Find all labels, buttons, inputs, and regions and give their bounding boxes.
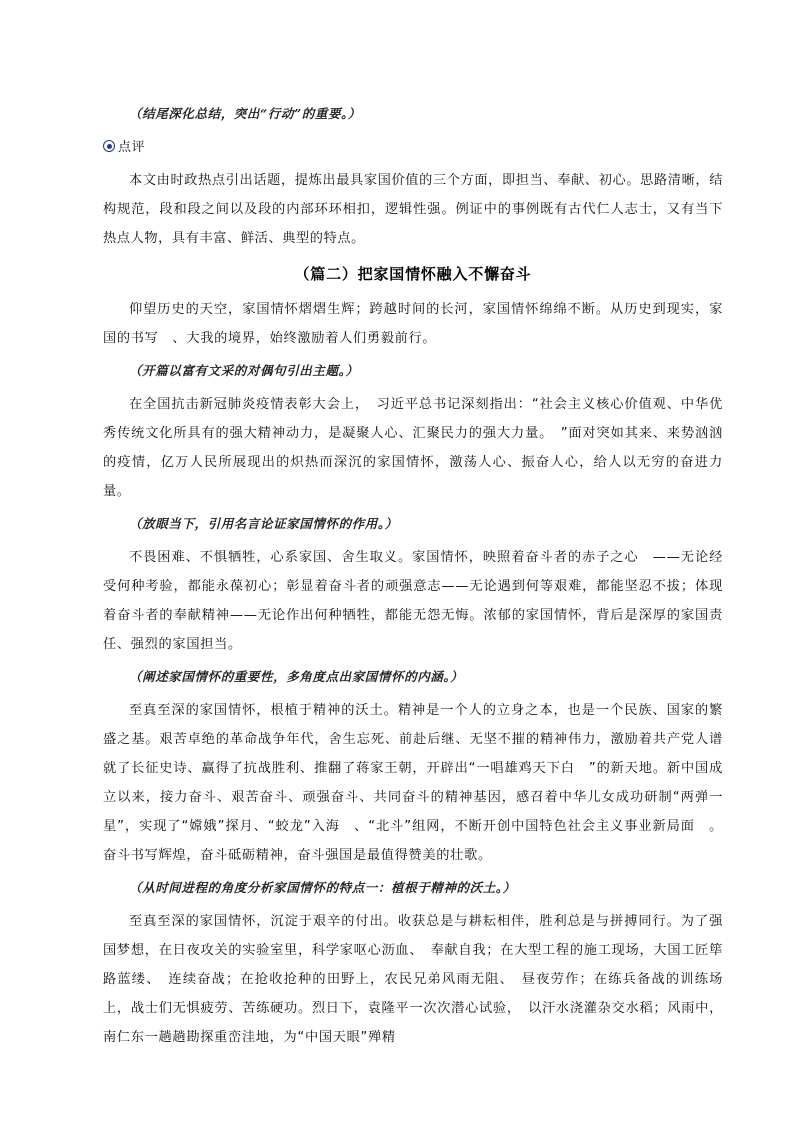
comment-label-text: 点评 (118, 140, 146, 155)
body-paragraph: 至真至深的家国情怀，沉淀于艰辛的付出。收获总是与耕耘相伴，胜利总是与拼搏同行。为了强国梦想，在日夜攻关的实验室里，科学家呕心沥血、 奉献自我；在大型工程的施工现场，大国工匠筚路蓝缕、 连续奋战；在抢收抢种的田野上，农民兄弟风雨无阻、 昼夜劳作；在练兵备战的训练场上，战士们无惧疲劳、苦练硬功。烈日下，袁隆平一次次潜心试验， 以汗水浇灌杂交水稻；风雨中，南仁东一趟趟勘探重峦洼地，为“中国天眼”殚精 (103, 914, 723, 1045)
body-paragraph: 在全国抗击新冠肺炎疫情表彰大会上， 习近平总书记深刻指出：“社会主义核心价值观、中华优秀传统文化所具有的强大精神动力，是凝聚人心、汇聚民力的强大力量。 ”面对突如其来、来势汹汹的疫情，亿万人民所展现出的炽热而深沉的家国情怀，激荡人心、振奋人心，给人以无穷的奋进力量。 (103, 397, 723, 499)
document-content (103, 96, 723, 1052)
annotation-note: （阐述家国情怀的重要性，多角度点出家国情怀的内涵。） (129, 669, 464, 684)
annotation-note: （结尾深化总结，突出“行动”的重要。） (129, 106, 362, 121)
annotation-note: （放眼当下，引用名言论证家国情怀的作用。） (129, 516, 398, 531)
body-paragraph: 至真至深的家国情怀，根植于精神的沃土。精神是一个人的立身之本，也是一个民族、国家的繁盛之基。艰苦卓绝的革命战争年代，舍生忘死、前赴后继、无坚不摧的精神伟力，激励着共产党人谱就了长征史诗、赢得了抗战胜利、推翻了蒋家王朝，开辟出“一唱雄鸡天下白 ”的新天地。新中国成立以来，接力奋斗、艰苦奋斗、顽强奋斗、共同奋斗的精神基因，感召着中华儿女成功研制“两弹一星”，实现了“嫦娥”探月、“蛟龙”入海 、“北斗”组网，不断开创中国特色社会主义事业新局面 。奋斗书写辉煌，奋斗砥砺精神，奋斗强国是最值得赞美的壮歌。 (103, 703, 723, 863)
body-paragraph: 不畏困难、不惧牺牲，心系家国、舍生取义。家国情怀，映照着奋斗者的赤子之心 ——无论经受何种考验，都能永葆初心；彰显着奋斗者的顽强意志——无论遇到何等艰难，都能坚忍不拔；体现着奋斗者的奉献精神——无论作出何种牺牲，都能无怨无悔。浓郁的家国情怀，背后是深厚的家国责任、强烈的家国担当。 (103, 550, 723, 652)
annotation-note: （从时间进程的角度分析家国情怀的特点一：植根于精神的沃土。） (129, 880, 516, 895)
bullseye-icon (103, 140, 115, 152)
annotation-note: （开篇以富有文采的对偶句引出主题。） (129, 363, 359, 378)
comment-paragraph: 本文由时政热点引出话题，提炼出最具家国价值的三个方面，即担当、奉献、初心。思路清晰，结构规范，段和段之间以及段的内部环环相扣，逻辑性强。例证中的事例既有古代仁人志士，又有当下热点人物，具有丰富、鲜活、典型的特点。 (103, 173, 723, 246)
comment-label (103, 133, 723, 162)
section-title: （篇二）把家国情怀融入不懈奋斗 (294, 265, 532, 283)
body-paragraph: 仰望历史的天空，家国情怀熠熠生辉；跨越时间的长河，家国情怀绵绵不断。从历史到现实，家国的书写 、大我的境界，始终激励着人们勇毅前行。 (103, 302, 723, 346)
